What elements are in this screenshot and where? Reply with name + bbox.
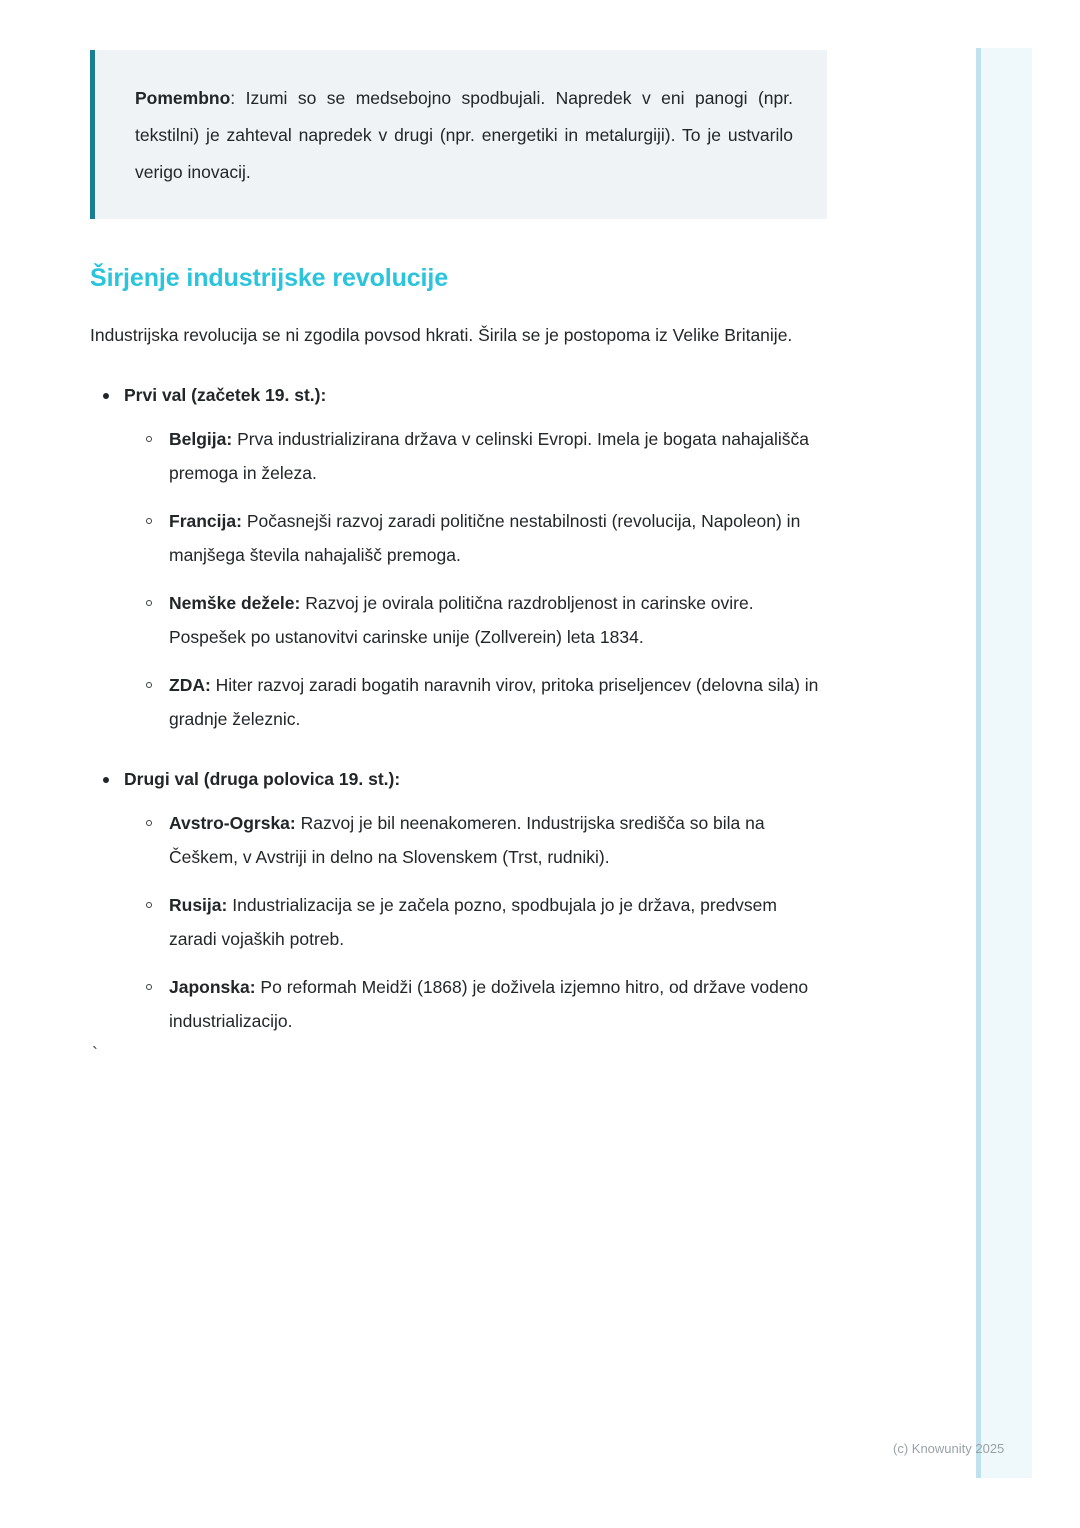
country-description: Hiter razvoj zaradi bogatih naravnih virov, pritoka priseljencev (delovna sila) in gradnje železnic.	[169, 675, 819, 729]
country-description: Razvoj je bil neenakomeren. Industrijska središča so bila na Češkem, v Avstriji in delno na Slovenskem (Trst, rudniki).	[169, 813, 765, 867]
callout-separator: :	[230, 88, 246, 108]
wave-countries-list	[124, 806, 830, 1038]
country-description: Počasnejši razvoj zaradi politične nestabilnosti (revolucija, Napoleon) in manjšega števila nahajališč premoga.	[169, 511, 801, 565]
wave-label: Prvi val (začetek 19. st.):	[124, 378, 830, 412]
wave-label: Drugi val (druga polovica 19. st.):	[124, 762, 830, 796]
list-item	[169, 888, 829, 956]
document-content	[90, 50, 830, 1064]
country-term: Avstro-Ogrska:	[169, 813, 296, 833]
right-decorative-band	[976, 48, 1032, 1478]
stray-backtick-artifact: `	[92, 1044, 98, 1064]
section-intro-paragraph: Industrijska revolucija se ni zgodila povsod hkrati. Širila se je postopoma iz Velike Britanije.	[90, 325, 793, 345]
list-item	[169, 504, 829, 572]
country-term: Rusija:	[169, 895, 228, 915]
list-item	[169, 668, 829, 736]
callout-paragraph	[135, 80, 793, 191]
country-term: ZDA:	[169, 675, 211, 695]
country-term: Belgija:	[169, 429, 233, 449]
footer-copyright: (c) Knowunity 2025	[893, 1441, 1005, 1456]
country-term: Nemške dežele:	[169, 593, 301, 613]
country-description: Prva industrializirana država v celinski Evropi. Imela je bogata nahajališča premoga in železa.	[169, 429, 810, 483]
country-term: Francija:	[169, 511, 242, 531]
wave-item	[124, 762, 830, 1038]
waves-list	[90, 378, 830, 1038]
wave-item	[124, 378, 830, 736]
country-description: Po reformah Meidži (1868) je doživela izjemno hitro, od države vodeno industrializacijo.	[169, 977, 809, 1031]
important-callout	[90, 50, 827, 219]
section-heading: Širjenje industrijske revolucije	[90, 264, 449, 292]
wave-countries-list	[124, 422, 830, 736]
list-item	[169, 970, 829, 1038]
list-item	[169, 806, 829, 874]
list-item	[169, 586, 829, 654]
callout-body: Izumi so se medsebojno spodbujali. Napredek v eni panogi (npr. tekstilni) je zahteval napredek v drugi (npr. energetiki in metalurgiji). To je ustvarilo verigo inovacij.	[135, 88, 793, 182]
right-decorative-band-edge	[976, 48, 981, 1478]
country-description: Industrializacija se je začela pozno, spodbujala jo je država, predvsem zaradi vojaških potreb.	[169, 895, 777, 949]
country-description: Razvoj je ovirala politična razdrobljenost in carinske ovire. Pospešek po ustanovitvi carinske unije (Zollverein) leta 1834.	[169, 593, 754, 647]
country-term: Japonska:	[169, 977, 256, 997]
callout-lead: Pomembno	[135, 88, 231, 108]
list-item	[169, 422, 829, 490]
